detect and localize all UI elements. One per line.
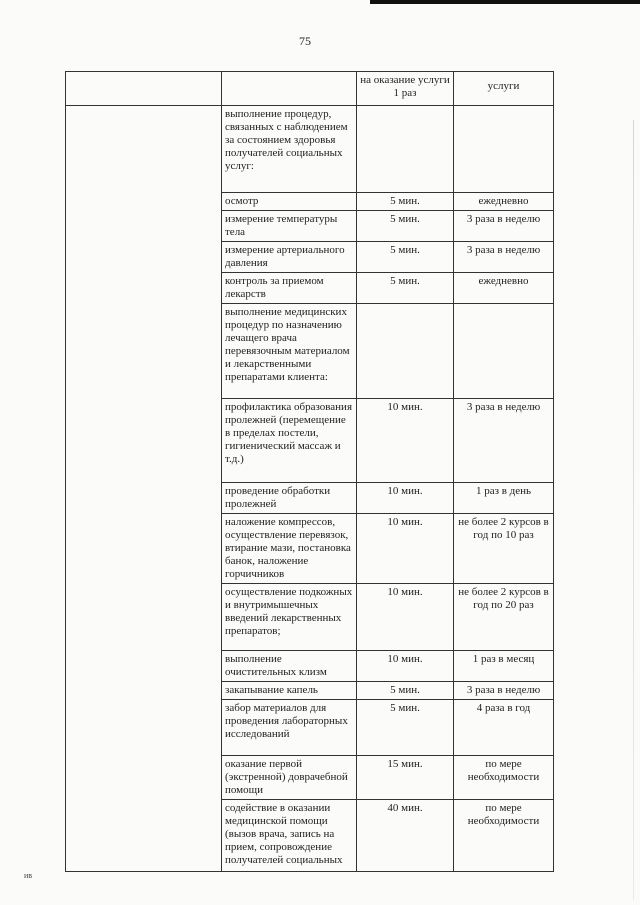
table-row	[66, 756, 554, 800]
table-cell-number	[66, 211, 222, 242]
scan-edge-mark	[370, 0, 640, 4]
table-cell-name-header	[222, 72, 357, 106]
table-header-time: на оказание услуги 1 раз	[357, 72, 454, 106]
service-frequency: 1 раз в месяц	[454, 651, 554, 682]
service-name: осмотр	[222, 193, 357, 211]
service-time: 10 мин.	[357, 399, 454, 483]
service-frequency	[454, 304, 554, 399]
service-name: оказание первой (экстренной) доврачебной помощи	[222, 756, 357, 800]
table-row	[66, 399, 554, 483]
service-time: 10 мин.	[357, 514, 454, 584]
service-time: 15 мин.	[357, 756, 454, 800]
service-time: 5 мин.	[357, 700, 454, 756]
table-row	[66, 514, 554, 584]
service-time: 5 мин.	[357, 211, 454, 242]
table-row	[66, 483, 554, 514]
table-row	[66, 193, 554, 211]
service-frequency: 3 раза в неделю	[454, 211, 554, 242]
service-time	[357, 106, 454, 193]
table-cell-number	[66, 483, 222, 514]
table-row	[66, 800, 554, 872]
table-cell-number	[66, 399, 222, 483]
service-name: измерение артериального давления	[222, 242, 357, 273]
scan-edge-line	[633, 120, 634, 900]
table-row	[66, 211, 554, 242]
service-frequency: ежедневно	[454, 193, 554, 211]
table-row	[66, 304, 554, 399]
services-table	[65, 71, 554, 872]
service-time: 40 мин.	[357, 800, 454, 872]
footer-mark: ив	[24, 871, 33, 880]
service-name: забор материалов для проведения лабораторных исследований	[222, 700, 357, 756]
table-cell-number	[66, 72, 222, 106]
table-row	[66, 106, 554, 193]
page-number: 75	[299, 34, 311, 48]
table-header-row	[66, 72, 554, 106]
table-cell-number	[66, 273, 222, 304]
service-name: выполнение очистительных клизм	[222, 651, 357, 682]
service-name: содействие в оказании медицинской помощи (вызов врача, запись на прием, сопровождение получателей социальных	[222, 800, 357, 872]
service-name: профилактика образования пролежней (перемещение в пределах постели, гигиенический массаж и т.д.)	[222, 399, 357, 483]
service-time: 5 мин.	[357, 242, 454, 273]
service-frequency: по мере необходимости	[454, 800, 554, 872]
table-cell-number	[66, 584, 222, 651]
service-name: выполнение процедур, связанных с наблюдением за состоянием здоровья получателей социальных услуг:	[222, 106, 357, 193]
service-frequency: 3 раза в неделю	[454, 242, 554, 273]
table-row	[66, 273, 554, 304]
table-row	[66, 584, 554, 651]
service-frequency	[454, 106, 554, 193]
service-frequency: ежедневно	[454, 273, 554, 304]
table-cell-number	[66, 304, 222, 399]
service-name: контроль за приемом лекарств	[222, 273, 357, 304]
service-time: 10 мин.	[357, 483, 454, 514]
service-time: 5 мин.	[357, 273, 454, 304]
table-cell-number	[66, 756, 222, 800]
service-time: 10 мин.	[357, 584, 454, 651]
table-cell-number	[66, 242, 222, 273]
service-name: проведение обработки пролежней	[222, 483, 357, 514]
table-row	[66, 682, 554, 700]
service-frequency: 3 раза в неделю	[454, 399, 554, 483]
table-cell-number	[66, 193, 222, 211]
table-row	[66, 700, 554, 756]
table-cell-number	[66, 700, 222, 756]
table-cell-number	[66, 800, 222, 872]
service-frequency: по мере необходимости	[454, 756, 554, 800]
service-name: наложение компрессов, осуществление перевязок, втирание мази, постановка банок, наложение горчичников	[222, 514, 357, 584]
service-time: 10 мин.	[357, 651, 454, 682]
service-name: осуществление подкожных и внутримышечных введений лекарственных препаратов;	[222, 584, 357, 651]
table-header-frequency: услуги	[454, 72, 554, 106]
service-frequency: не более 2 курсов в год по 10 раз	[454, 514, 554, 584]
service-time: 5 мин.	[357, 193, 454, 211]
table-row	[66, 242, 554, 273]
service-time: 5 мин.	[357, 682, 454, 700]
table-row	[66, 651, 554, 682]
service-frequency: 1 раз в день	[454, 483, 554, 514]
table-cell-number	[66, 514, 222, 584]
table-cell-number	[66, 682, 222, 700]
service-frequency: 3 раза в неделю	[454, 682, 554, 700]
table-cell-number	[66, 106, 222, 193]
service-time	[357, 304, 454, 399]
service-frequency: не более 2 курсов в год по 20 раз	[454, 584, 554, 651]
service-frequency: 4 раза в год	[454, 700, 554, 756]
service-name: измерение температуры тела	[222, 211, 357, 242]
service-name: выполнение медицинских процедур по назначению лечащего врача перевязочным материалом и лекарственными препаратами клиента:	[222, 304, 357, 399]
table-cell-number	[66, 651, 222, 682]
service-name: закапывание капель	[222, 682, 357, 700]
